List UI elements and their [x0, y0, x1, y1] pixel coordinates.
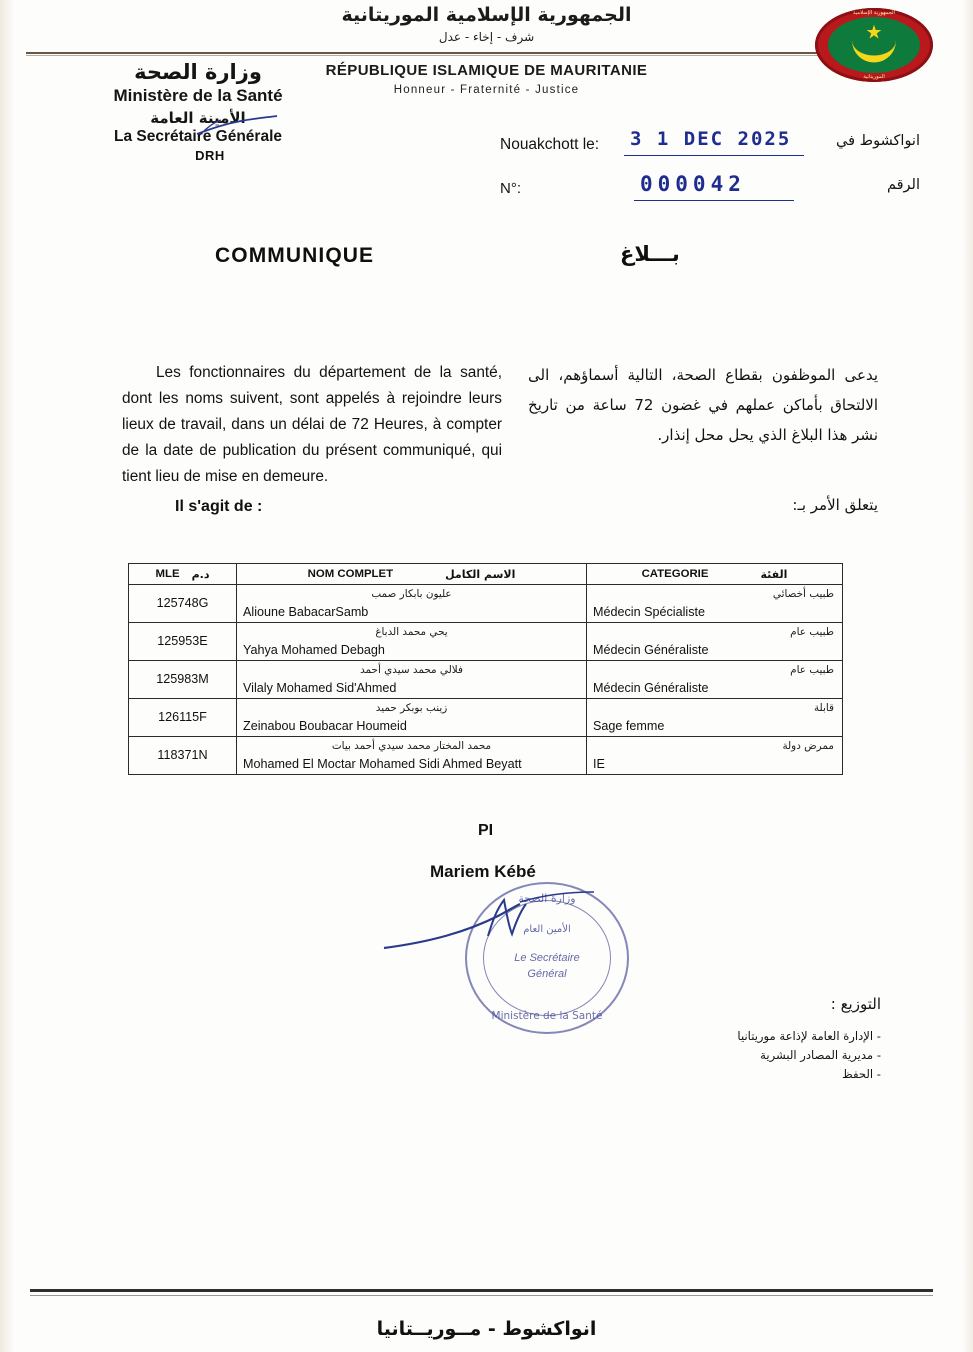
column-header-category: [587, 564, 843, 585]
cell-name-arabic: محمد المختار محمد سيدي أحمد بيات: [331, 740, 492, 752]
column-header-name: [237, 564, 587, 585]
state-motto-french: Honneur - Fraternité - Justice: [393, 84, 580, 96]
cell-name-arabic: علیون بابكار صمب: [371, 588, 452, 600]
table-row: [129, 737, 843, 775]
number-label-arabic: الرقم: [886, 177, 920, 193]
stamp-middle-french-1: Le Secrétaire: [514, 952, 580, 964]
cell-mle: 126115F: [129, 699, 237, 737]
date-label-arabic: انواكشوط في: [836, 133, 920, 149]
header-rule-secondary: [26, 55, 823, 56]
cell-category: [587, 699, 843, 737]
cell-name-latin: Zeinabou Boubacar Houmeid: [243, 719, 407, 733]
secretariat-arabic: الأمينة العامة: [150, 109, 246, 127]
cell-name: [237, 623, 587, 661]
body-paragraph-french-text: Les fonctionnaires du département de la santé, dont les noms suivent, sont appelés à rejoindre leurs lieux de travail, dans un délai de 72 Heures, à compter de la date de publication du présent communiqué, qui tient lieu de mise en demeure.: [122, 364, 502, 485]
cell-category-latin: Médecin Spécialiste: [593, 605, 706, 619]
distribution-item: - الحفظ: [842, 1067, 881, 1081]
table-header-row: [129, 564, 843, 585]
page-left-edge: [0, 0, 14, 1352]
cell-name-latin: Alioune BabacarSamb: [243, 605, 369, 619]
distribution-title: التوزيع :: [830, 995, 881, 1013]
cell-category-arabic: طبيب أخصائي: [772, 588, 834, 600]
body-lead-french: Il s'agit de :: [175, 498, 263, 515]
number-value: 000042: [640, 172, 746, 196]
footer-rule: [30, 1289, 933, 1292]
unit-label: DRH: [195, 148, 225, 163]
cell-name-arabic: زينب بوبكر حميد: [375, 702, 448, 714]
column-header-category-arabic: الفئة: [760, 567, 788, 581]
distribution-item: - الإدارة العامة لإذاعة موريتانيا: [737, 1029, 881, 1043]
ministry-name-arabic: وزارة الصحة: [134, 60, 262, 84]
cell-category-arabic: طبيب عام: [790, 626, 834, 638]
cell-mle: 125748G: [129, 585, 237, 623]
stamp-middle-french-2: Général: [527, 968, 567, 980]
state-title-french: RÉPUBLIQUE ISLAMIQUE DE MAURITANIE: [325, 62, 648, 79]
date-underline: [624, 155, 804, 156]
cell-name-latin: Vilaly Mohamed Sid'Ahmed: [243, 681, 397, 695]
column-header-mle: [129, 564, 237, 585]
document-meta: [500, 128, 920, 216]
cell-name: [237, 585, 587, 623]
number-label-french: N°:: [500, 180, 521, 197]
state-title-arabic: الجمهورية الإسلامية الموريتانية: [341, 4, 632, 26]
cell-category-latin: Sage femme: [593, 719, 665, 733]
table-row: [129, 699, 843, 737]
distribution-block: [621, 995, 881, 1084]
emblem-arc-bottom-text: الموريتانية: [863, 74, 885, 80]
number-row: [500, 172, 920, 216]
column-header-mle-latin: MLE: [155, 568, 180, 580]
date-value: 3 1 DEC 2025: [630, 128, 792, 150]
footer-rule-thin: [30, 1295, 933, 1296]
signature-name: Mariem Kébé: [430, 862, 536, 881]
cell-category: [587, 623, 843, 661]
emblem-arc-top-text: الجمهورية الإسلامية: [853, 10, 895, 16]
number-underline: [634, 200, 794, 201]
cell-mle: 118371N: [129, 737, 237, 775]
page-title-french: COMMUNIQUE: [215, 244, 375, 267]
distribution-item: - مديرية المصادر البشرية: [760, 1048, 881, 1062]
employees-table-wrapper: [128, 563, 842, 775]
header-rule: [26, 52, 823, 54]
cell-mle: 125983M: [129, 661, 237, 699]
column-header-name-arabic: الاسم الكامل: [445, 567, 516, 581]
cell-category-arabic: طبيب عام: [790, 664, 834, 676]
table-row: [129, 661, 843, 699]
cell-category-arabic: قابلة: [813, 702, 834, 714]
cell-name-latin: Yahya Mohamed Debagh: [243, 643, 385, 657]
cell-category: [587, 661, 843, 699]
body-lead-arabic: يتعلق الأمر بـ:: [792, 496, 878, 514]
page-title-arabic: بـــلاغ: [620, 242, 680, 266]
cell-name: [237, 661, 587, 699]
cell-category-latin: Médecin Généraliste: [593, 681, 709, 695]
cell-category-latin: Médecin Généraliste: [593, 643, 709, 657]
cell-category: [587, 585, 843, 623]
table-row: [129, 585, 843, 623]
page-right-edge: [963, 0, 973, 1352]
secretariat-french: La Secrétaire Générale: [113, 128, 283, 145]
table-row: [129, 623, 843, 661]
cell-name-arabic: فلالي محمد سيدي أحمد: [360, 664, 463, 676]
stamp-middle-arabic: الأمين العام: [523, 924, 571, 935]
stamp-bottom-text: Ministère de la Santé: [491, 1010, 603, 1022]
cell-category-arabic: ممرض دولة: [782, 740, 834, 752]
date-row: [500, 128, 920, 172]
employees-table: [128, 563, 843, 775]
cell-category-latin: IE: [593, 757, 605, 771]
cell-name-latin: Mohamed El Moctar Mohamed Sidi Ahmed Beyatt: [243, 757, 522, 771]
stamp-top-text: وزارة الصحة: [518, 892, 576, 905]
cell-category: [587, 737, 843, 775]
handwritten-mark-icon: [195, 112, 280, 138]
date-label-french: Nouakchott le:: [500, 136, 600, 153]
national-emblem-icon: [815, 8, 933, 82]
signature-role: PI: [478, 822, 494, 839]
footer-text: انواكشوط - مــوريــتانيا: [376, 1318, 597, 1340]
column-header-mle-arabic: د.م: [191, 567, 210, 581]
cell-name: [237, 699, 587, 737]
cell-mle: 125953E: [129, 623, 237, 661]
handwritten-signature-icon: [380, 890, 630, 970]
column-header-category-latin: CATEGORIE: [641, 568, 709, 580]
state-motto-arabic: شرف - إخاء - عدل: [438, 30, 535, 44]
column-header-name-latin: NOM COMPLET: [307, 568, 394, 580]
star-icon: ★: [865, 22, 883, 44]
body-paragraph-french: [122, 360, 502, 490]
body-paragraph-arabic: يدعى الموظفون بقطاع الصحة، التالية أسماؤهم، الى الالتحاق بأماكن عملهم في غضون 72 ساعة من تاريخ نشر هذا البلاغ الذي يحل محل إنذار.: [528, 366, 879, 444]
cell-name: [237, 737, 587, 775]
ministry-name-french: Ministère de la Santé: [113, 86, 283, 105]
cell-name-arabic: يحي محمد الدباغ: [375, 626, 448, 638]
